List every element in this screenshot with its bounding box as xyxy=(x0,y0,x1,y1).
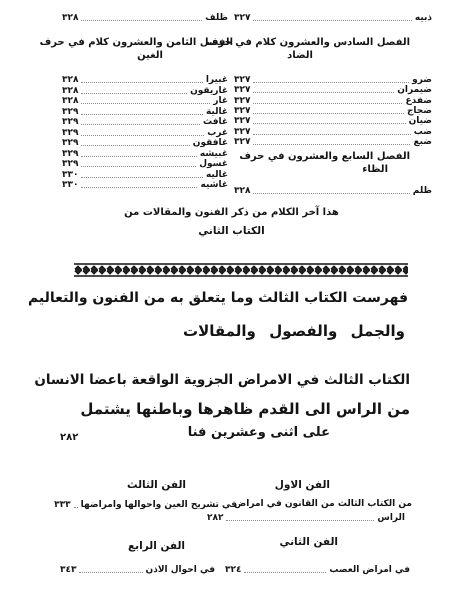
index-entry-row xyxy=(234,127,432,137)
page-number: ٣٢٧ xyxy=(234,126,251,137)
dotted-leader xyxy=(253,144,410,145)
dotted-leader xyxy=(253,82,409,83)
page-number: ٣٢٧ xyxy=(234,85,251,96)
index-entry-row xyxy=(62,149,228,159)
dotted-leader xyxy=(253,20,411,21)
chapter-28-heading: الفصل الثامن والعشرون كلام في حرف xyxy=(39,37,233,48)
index-entry-row xyxy=(62,180,228,190)
page-number: ٣٢٩ xyxy=(62,159,79,169)
entry-word: ضفدع xyxy=(405,95,432,106)
index-entry-row xyxy=(62,128,228,138)
entry-word: ذبيه xyxy=(414,13,432,23)
page-number: ٣٢٩ xyxy=(62,127,79,138)
page-number: ٣٢٩ xyxy=(62,106,79,117)
dotted-leader xyxy=(253,123,405,124)
index-entry-row xyxy=(62,96,228,106)
fan-4-label: الفن الرابع xyxy=(128,540,185,552)
chapter-28-letter: الغين xyxy=(137,50,163,61)
index-entry-row xyxy=(234,137,432,147)
page-number: ٣٢٧ xyxy=(234,136,251,147)
page-number: ٣٢٨ xyxy=(62,96,79,106)
index-entry-row xyxy=(234,96,432,106)
entry-word: غبيشه xyxy=(199,148,228,159)
entry-word: في تشريح العين واحوالها وامراضها xyxy=(80,500,237,510)
entry-word: ضب xyxy=(413,126,432,137)
dotted-leader xyxy=(81,145,189,146)
index-entry-row xyxy=(62,159,228,169)
entry-word: ظلف xyxy=(205,13,228,23)
dotted-leader xyxy=(81,156,196,157)
entry-word: ضيمران xyxy=(397,85,432,96)
index-entry-row xyxy=(225,565,410,575)
page-number: ٣٢٨ xyxy=(62,75,79,85)
book-heading-line-2: من الراس الى القدم ظاهرها وباطنها يشتمل xyxy=(80,400,410,418)
entry-word: غالية xyxy=(205,106,228,117)
book-heading-line-3: على اثنى وعشرين فنا xyxy=(187,425,330,440)
entry-word: غاريقون xyxy=(190,85,228,96)
dotted-leader xyxy=(81,103,210,104)
page-number: ٣٢٧ xyxy=(234,13,251,23)
index-entry-row xyxy=(60,565,215,575)
dotted-leader xyxy=(81,124,200,125)
index-entry-row xyxy=(62,138,228,148)
dotted-leader xyxy=(81,187,197,188)
index-entry-row xyxy=(234,186,432,196)
entry-word: غسول xyxy=(199,159,228,169)
page-number: ٣٢٧ xyxy=(234,116,251,127)
dotted-leader xyxy=(81,93,187,94)
dotted-leader xyxy=(81,177,202,178)
fan-3-label: الفن الثالث xyxy=(126,479,186,491)
dotted-leader xyxy=(81,20,202,21)
page-number: ٣٣٠ xyxy=(62,180,79,190)
page-number: ٣٢٨ xyxy=(234,186,251,196)
index-entry-row xyxy=(234,116,432,126)
closing-line-2: الكتاب الثاني xyxy=(198,225,265,237)
entry-word: غاشيه xyxy=(200,180,228,190)
entry-word: ضرو xyxy=(412,75,432,85)
dotted-leader xyxy=(244,572,326,573)
page-number: ٣٢٩ xyxy=(62,117,79,127)
dotted-leader xyxy=(226,520,374,521)
page-number: ٣٢٧ xyxy=(234,95,251,106)
entry-word: غاليه xyxy=(205,169,228,180)
dotted-leader xyxy=(79,572,142,573)
index-entry-row xyxy=(234,85,432,95)
entry-word: ضجاج xyxy=(406,105,432,116)
entry-word: ظلم xyxy=(412,186,432,196)
page-number: ٢٨٢ xyxy=(207,513,224,523)
fan-1-label: الفن الاول xyxy=(274,479,330,491)
chapter-26-letter: الضاد xyxy=(287,50,313,61)
entry-word: غار xyxy=(213,96,228,106)
page-number: ٣٢٧ xyxy=(234,75,251,85)
entry-word: في امراض العصب xyxy=(329,565,410,575)
dotted-leader xyxy=(253,193,409,194)
page-number: ٣٢٤ xyxy=(225,565,242,575)
index-entry-row xyxy=(234,75,432,85)
page-number: ٣٣٣ xyxy=(54,500,71,510)
entry-word: الراس xyxy=(377,513,405,523)
index-entry-row xyxy=(62,170,228,180)
entry-word: في احوال الاذن xyxy=(145,565,215,575)
entry-word: غافث xyxy=(203,117,228,127)
page-number: ٣٢٧ xyxy=(234,105,251,116)
dotted-leader xyxy=(81,135,204,136)
dotted-leader xyxy=(253,92,394,93)
index-entry-row xyxy=(234,106,432,116)
dotted-leader xyxy=(253,113,403,114)
chapter-26-heading: الفصل السادس والعشرون كلام في حرف xyxy=(206,37,410,48)
index-entry-row xyxy=(54,500,237,510)
entry-word: ضيان xyxy=(408,116,432,127)
chapter-27-letter: الظاء xyxy=(362,164,388,175)
index-entry-row xyxy=(62,107,228,117)
index-entry-row xyxy=(62,75,228,85)
entry-word: ضبع xyxy=(413,136,432,147)
index-title-line-1: فهرست الكتاب الثالث وما يتعلق به من الفنون والتعاليم xyxy=(27,290,408,306)
index-entry-row xyxy=(62,117,228,127)
entry-word: غرب xyxy=(207,127,228,138)
dotted-leader xyxy=(253,134,410,135)
page-number: ٢٨٢ xyxy=(60,432,79,443)
decorative-border xyxy=(74,263,408,277)
dotted-leader xyxy=(81,114,202,115)
dotted-leader xyxy=(253,103,402,104)
closing-line-1: هذا آخر الكلام من ذكر الفنون والمقالات من xyxy=(124,207,339,218)
page-number: ٣٢٩ xyxy=(62,138,79,148)
entry-word: غافقون xyxy=(192,138,228,148)
dotted-leader xyxy=(81,82,202,83)
page-number: ٣٢٨ xyxy=(62,85,79,96)
page-number: ٣٤٣ xyxy=(60,565,77,575)
page-number: ٣٣٠ xyxy=(62,169,79,180)
dotted-leader xyxy=(74,507,78,508)
index-entry-row xyxy=(62,86,228,96)
entry-word: غبيرا xyxy=(205,75,228,85)
page-number: ٣٢٩ xyxy=(62,148,79,159)
dotted-leader xyxy=(81,166,196,167)
index-entry-row xyxy=(207,513,405,523)
chapter-27-heading: الفصل السابع والعشرون في حرف xyxy=(239,151,410,162)
fan-2-label: الفن الثاني xyxy=(279,536,338,548)
index-entry-row xyxy=(234,13,432,23)
fan-1-description: من الكتاب الثالث من القانون في امراض xyxy=(234,499,412,509)
book-heading-line-1: الكتاب الثالث في الامراض الجزوية الواقعة باعضا الانسان xyxy=(34,372,410,388)
index-entry-row xyxy=(62,13,228,23)
page-number: ٣٢٨ xyxy=(62,13,79,23)
index-title-line-2: والجمل والفصول والمقالات xyxy=(183,322,405,340)
